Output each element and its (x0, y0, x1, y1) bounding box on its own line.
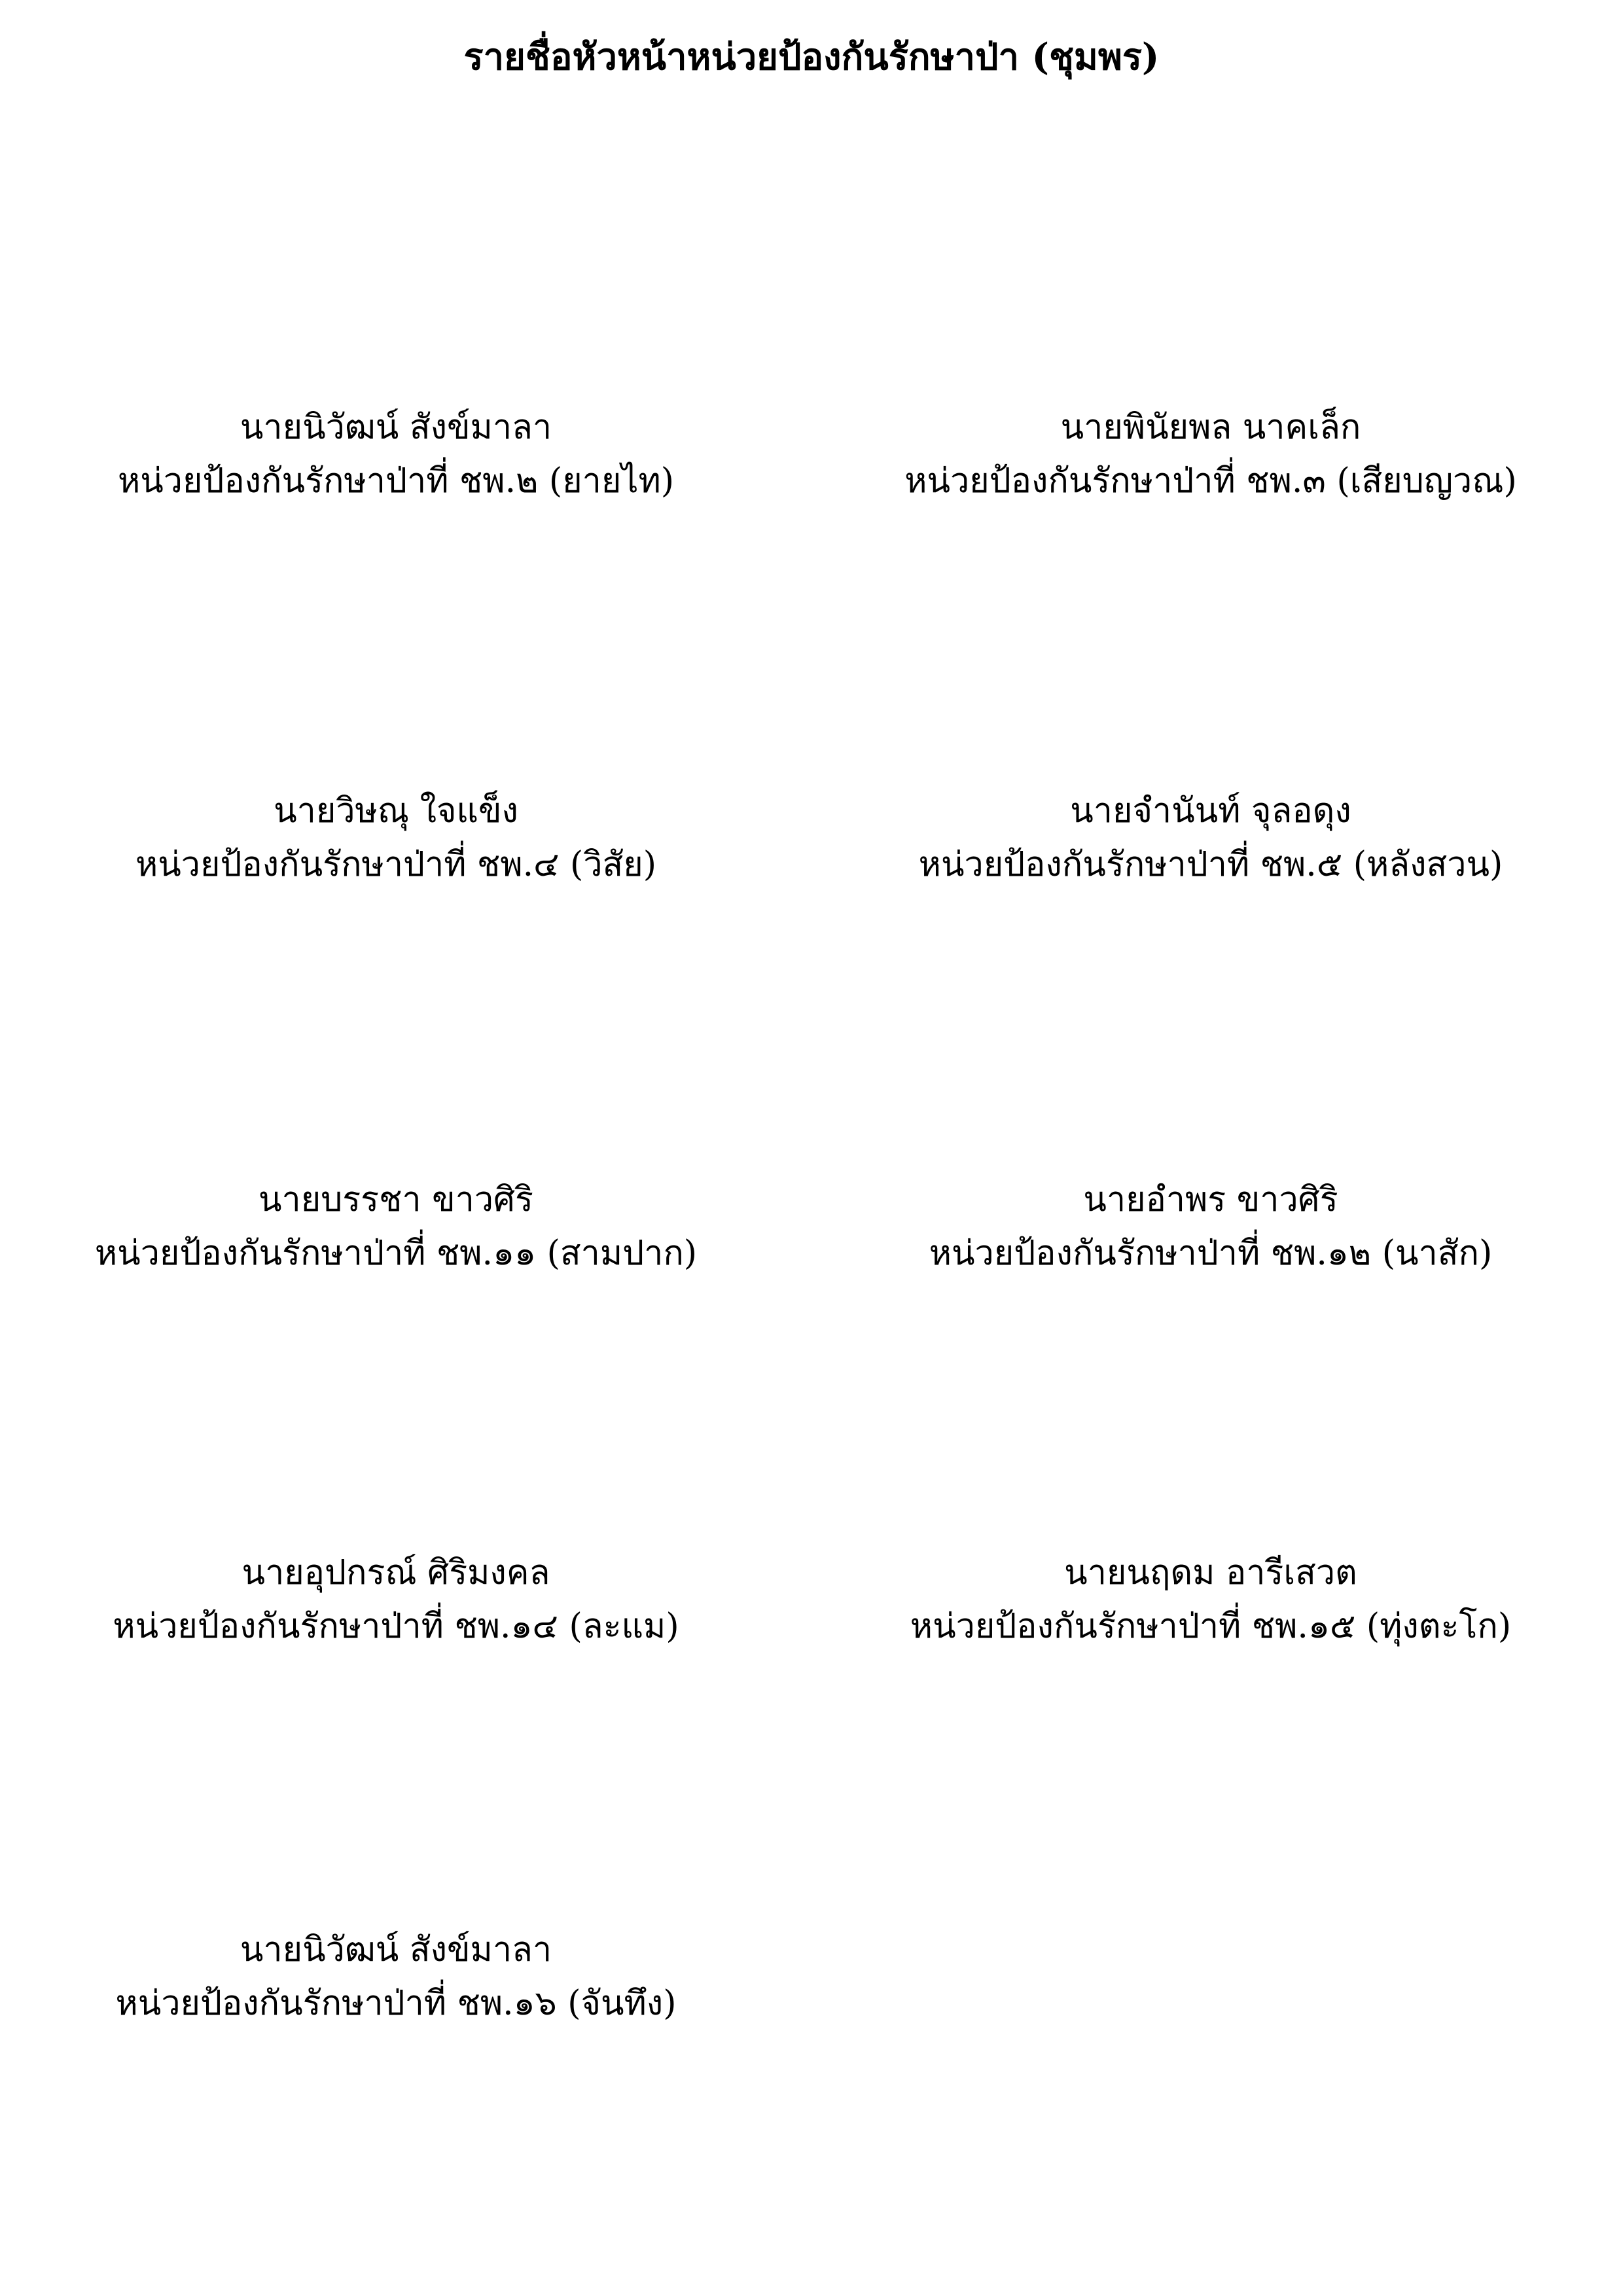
head-name: นายบรรชา ขาวศิริ (259, 1180, 533, 1219)
unit-head-entry (52, 1173, 740, 1280)
head-name: นายพินัยพล นาคเล็ก (1060, 408, 1361, 447)
unit-head-entry (844, 401, 1577, 508)
page-title: รายชื่อหัวหน้าหน่วยป้องกันรักษาป่า (ชุมพร) (463, 35, 1160, 79)
unit-label: หน่วยป้องกันรักษาป่าที่ ชพ.๔ (วิสัย) (135, 845, 657, 884)
head-name: นายอำพร ขาวศิริ (1083, 1180, 1338, 1219)
head-name: นายจำนันท์ จุลอดุง (1070, 791, 1351, 831)
unit-label: หน่วยป้องกันรักษาป่าที่ ชพ.๕ (หลังสวน) (918, 845, 1503, 884)
unit-head-entry (52, 1546, 740, 1653)
head-name: นายนิวัฒน์ สังข์มาลา (240, 1930, 552, 1969)
unit-head-entry (52, 784, 740, 891)
unit-label: หน่วยป้องกันรักษาป่าที่ ชพ.๓ (เสียบญวณ) (904, 461, 1517, 501)
unit-label: หน่วยป้องกันรักษาป่าที่ ชพ.๑๕ (ทุ่งตะโก) (910, 1607, 1512, 1646)
unit-label: หน่วยป้องกันรักษาป่าที่ ชพ.๑๑ (สามปาก) (94, 1234, 698, 1273)
head-name: นายวิษณุ ใจแข็ง (274, 791, 518, 831)
unit-label: หน่วยป้องกันรักษาป่าที่ ชพ.๑๖ (จันทึง) (115, 1984, 677, 2023)
unit-head-entry (52, 401, 740, 508)
head-name: นายนิวัฒน์ สังข์มาลา (240, 408, 552, 447)
head-name: นายนฤดม อารีเสวต (1064, 1553, 1357, 1592)
unit-head-entry (52, 1923, 740, 2030)
unit-head-entry (844, 1546, 1577, 1653)
head-name: นายอุปกรณ์ ศิริมงคล (241, 1553, 550, 1592)
unit-label: หน่วยป้องกันรักษาป่าที่ ชพ.๑๒ (นาสัก) (929, 1234, 1493, 1273)
unit-label: หน่วยป้องกันรักษาป่าที่ ชพ.๒ (ยายไท) (117, 461, 675, 501)
unit-head-entry (844, 784, 1577, 891)
unit-label: หน่วยป้องกันรักษาป่าที่ ชพ.๑๔ (ละแม) (113, 1607, 679, 1646)
unit-head-entry (844, 1173, 1577, 1280)
